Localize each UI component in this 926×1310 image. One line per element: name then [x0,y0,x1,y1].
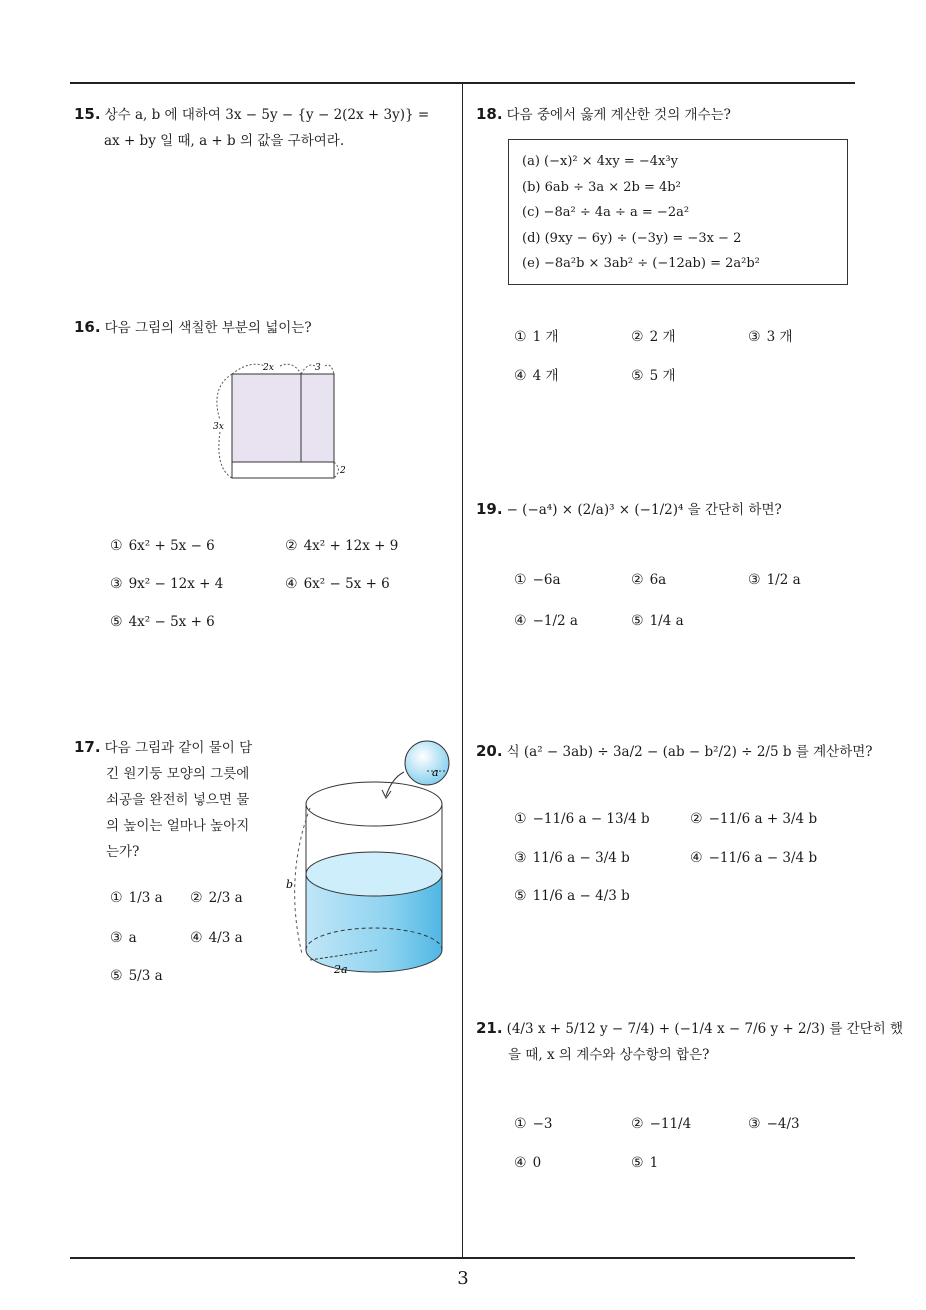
question-21 [476,1015,904,1068]
q20-choice-2[interactable]: ② −11/6 a + 3/4 b [690,811,818,827]
q21-choice-4[interactable]: ④ 0 [514,1155,542,1171]
label-2a: 2a [334,963,348,976]
question-number: 15. [74,105,101,123]
q16-choice-1[interactable]: ① 6x² + 5x − 6 [110,538,215,554]
statement-b: (b) 6ab ÷ 3a × 2b = 4b² [522,179,681,195]
question-18 [476,101,731,128]
question-number: 18. [476,105,503,123]
q17-choice-5[interactable]: ⑤ 5/3 a [110,968,163,984]
question-text: (4/3 x + 5/12 y − 7/4) + (−1/4 x − 7/6 y + 2/3) 를 간단히 했 [506,1021,904,1037]
statement-d: (d) (9xy − 6y) ÷ (−3y) = −3x − 2 [522,230,742,246]
q19-choice-5[interactable]: ⑤ 1/4 a [631,613,684,629]
q21-choice-5[interactable]: ⑤ 1 [631,1155,659,1171]
question-16 [74,314,312,341]
question-text: 다음 그림의 색칠한 부분의 넓이는? [104,320,312,336]
q16-choice-4[interactable]: ④ 6x² − 5x + 6 [285,576,390,592]
q17-figure [282,738,457,983]
question-text: 다음 중에서 옳게 계산한 것의 개수는? [506,107,731,123]
question-text: − (−a⁴) × (2/a)³ × (−1/2)⁴ 을 간단히 하면? [506,502,782,518]
label-2x: 2x [263,363,274,373]
question-number: 19. [476,500,503,518]
question-number: 20. [476,742,503,760]
q18-choice-4[interactable]: ④ 4 개 [514,368,559,384]
question-17: 17. 다음 그림과 같이 물이 담 긴 원기둥 모양의 그릇에 쇠공을 완전히 넣으면 물 의 높이는 얼마나 높아지 는가? [74,738,253,860]
question-19 [476,496,782,523]
q20-choice-3[interactable]: ③ 11/6 a − 3/4 b [514,850,630,866]
statement-c: (c) −8a² ÷ 4a ÷ a = −2a² [522,205,690,220]
bottom-rule [70,1257,855,1259]
question-text: 상수 a, b 에 대하여 3x − 5y − {y − 2(2x + 3y)} = [104,107,430,123]
column-divider [462,83,463,1258]
q19-choice-1[interactable]: ① −6a [514,572,561,588]
q16-choice-5[interactable]: ⑤ 4x² − 5x + 6 [110,614,215,630]
question-number: 21. [476,1019,503,1037]
question-20 [476,738,873,765]
q18-choice-2[interactable]: ② 2 개 [631,329,676,345]
q17-choice-3[interactable]: ③ a [110,930,137,946]
q18-choice-3[interactable]: ③ 3 개 [748,329,793,345]
q20-choice-1[interactable]: ① −11/6 a − 13/4 b [514,811,650,827]
q17-choice-4[interactable]: ④ 4/3 a [190,930,243,946]
q19-choice-4[interactable]: ④ −1/2 a [514,613,578,629]
q21-choice-1[interactable]: ① −3 [514,1116,553,1132]
question-text-cont: 을 때, x 의 계수와 상수항의 합은? [508,1047,710,1063]
q21-choice-3[interactable]: ③ −4/3 [748,1116,800,1132]
q20-choice-5[interactable]: ⑤ 11/6 a − 4/3 b [514,888,630,904]
q17-choice-2[interactable]: ② 2/3 a [190,890,243,906]
q17-choice-1[interactable]: ① 1/3 a [110,890,163,906]
question-number: 17. [74,738,101,756]
q16-choice-2[interactable]: ② 4x² + 12x + 9 [285,538,399,554]
q18-choice-5[interactable]: ⑤ 5 개 [631,368,676,384]
question-number: 16. [74,318,101,336]
q21-choice-2[interactable]: ② −11/4 [631,1116,692,1132]
q19-choice-3[interactable]: ③ 1/2 a [748,572,801,588]
label-3x: 3x [213,422,224,432]
q16-figure [205,358,355,483]
statement-e: (e) −8a²b × 3ab² ÷ (−12ab) = 2a²b² [522,256,760,271]
q19-choice-2[interactable]: ② 6a [631,572,667,588]
q18-choice-1[interactable]: ① 1 개 [514,329,559,345]
q18-statement-box [508,139,848,285]
q16-choice-3[interactable]: ③ 9x² − 12x + 4 [110,576,224,592]
statement-a: (a) (−x)² × 4xy = −4x³y [522,154,678,169]
label-2: 2 [340,466,346,476]
label-b: b [286,878,294,891]
q20-choice-4[interactable]: ④ −11/6 a − 3/4 b [690,850,818,866]
page-number: 3 [457,1268,469,1289]
question-text-cont: ax + by 일 때, a + b 의 값을 구하여라. [104,133,345,149]
label-a: a [432,766,439,779]
question-15 [74,101,459,154]
label-3: 3 [315,363,321,373]
question-text: 식 (a² − 3ab) ÷ 3a/2 − (ab − b²/2) ÷ 2/5 b 를 계산하면? [506,744,873,760]
